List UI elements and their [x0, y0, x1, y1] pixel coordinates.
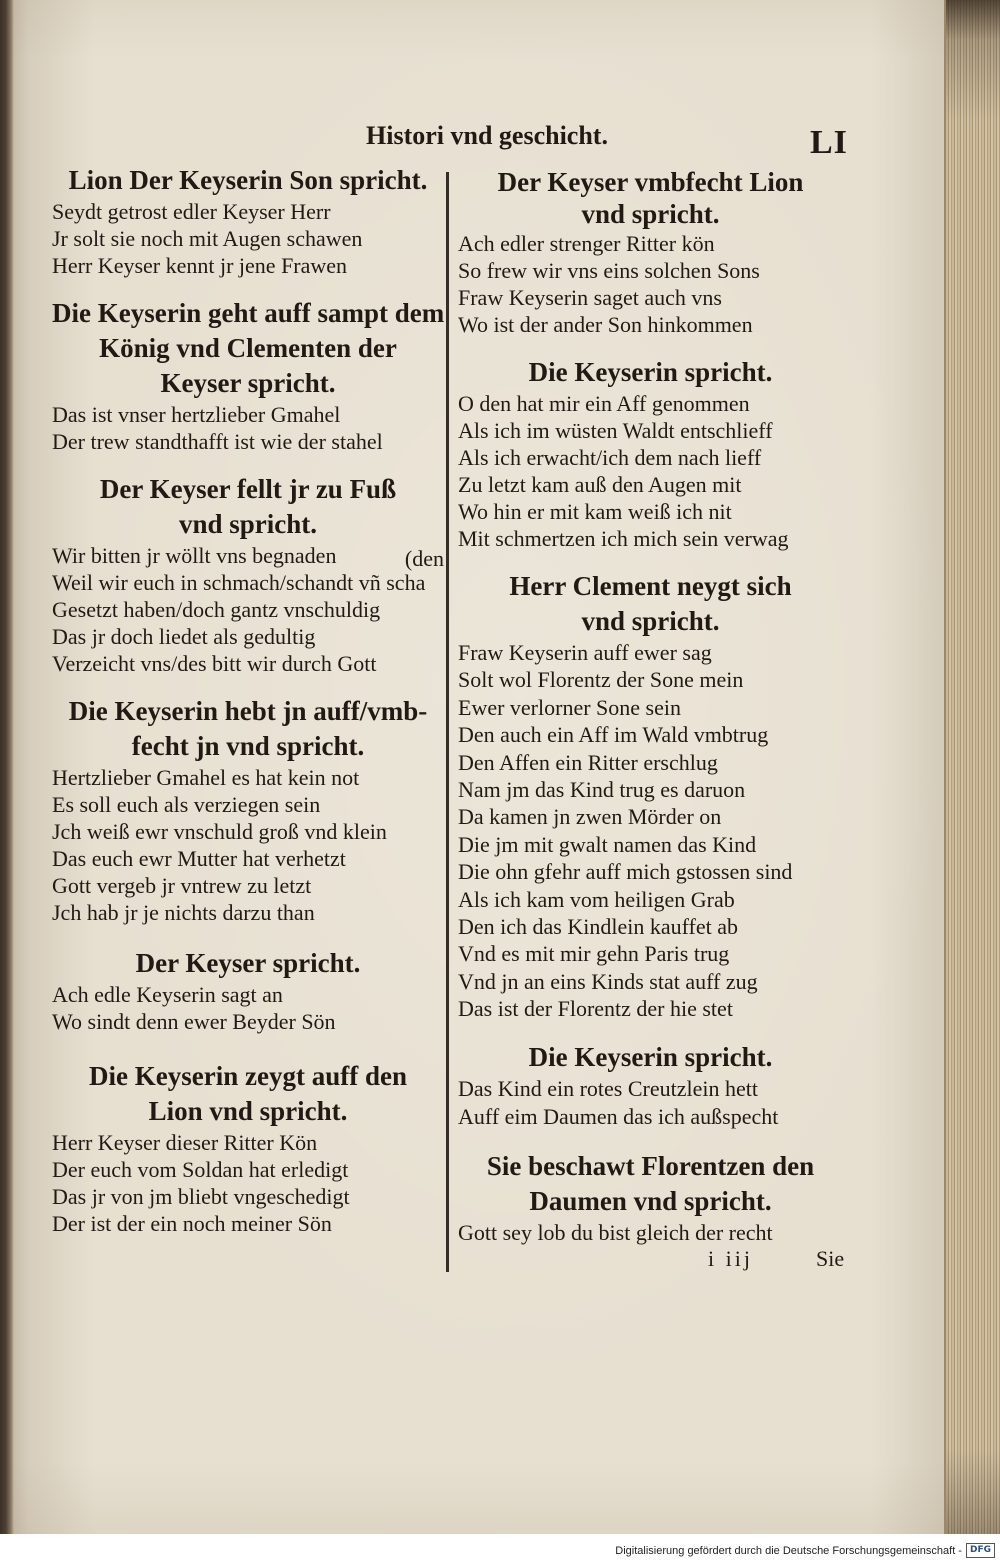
- verse-text: Wo sindt denn ewer Beyder Sön: [52, 1009, 336, 1034]
- verse-line: [458, 858, 843, 885]
- verse-text: Vnd es mit mir gehn Paris trug: [458, 941, 730, 967]
- speaker-heading: Der Keyser fellt jr zu Fuß: [99, 474, 397, 504]
- speech-block: [458, 166, 843, 338]
- speaker-heading: vnd spricht.: [581, 199, 720, 229]
- verse-line: [458, 525, 843, 552]
- verse-text: Als ich erwacht/ich dem nach lieff: [458, 445, 762, 470]
- dfg-logo: DFG: [966, 1543, 995, 1558]
- verse-line: [52, 764, 444, 791]
- verse-text: Da kamen jn zwen Mörder on: [458, 804, 722, 830]
- column-rule: [446, 172, 449, 1272]
- verse-line: [52, 650, 444, 677]
- verse-line: [458, 639, 843, 666]
- verse-line: [458, 968, 843, 995]
- verse-line: [458, 311, 843, 338]
- verse-line: [52, 225, 444, 252]
- verse-text: Das euch ewr Mutter hat verhetzt: [52, 846, 346, 871]
- verse-text: Seydt getrost edler Keyser Herr: [52, 199, 331, 224]
- verse-line: [52, 623, 444, 650]
- speaker-heading: Sie beschawt Florentzen den: [486, 1150, 815, 1181]
- signature-mark: i iij: [708, 1246, 753, 1271]
- verse-text: Das jr von jm bliebt vngeschedigt: [52, 1184, 350, 1209]
- verse-line: [52, 542, 444, 569]
- verse-text: Fraw Keyserin auff ewer sag: [458, 640, 712, 665]
- verse-line: [458, 257, 843, 284]
- verse-text: Wo ist der ander Son hinkommen: [458, 312, 753, 337]
- verse-text: Vnd jn an eins Kinds stat auff zug: [458, 968, 758, 994]
- verse-text: Den Affen ein Ritter erschlug: [458, 749, 718, 775]
- speaker-heading: vnd spricht.: [581, 606, 720, 636]
- speaker-heading: Lion Der Keyserin Son spricht.: [68, 165, 428, 195]
- verse-line: [458, 694, 843, 721]
- verse-line: [52, 1210, 444, 1237]
- speech-block: [52, 694, 444, 926]
- verse-text: Gott sey lob du bist gleich der recht: [458, 1219, 773, 1245]
- verse-line: [52, 569, 444, 596]
- verse-text: Die jm mit gwalt namen das Kind: [458, 831, 757, 857]
- folio-number: LI: [810, 124, 848, 161]
- verse-line: [52, 428, 444, 455]
- speech-block: [52, 163, 444, 279]
- verse-text: Zu letzt kam auß den Augen mit: [458, 472, 742, 497]
- verse-line: [52, 252, 444, 279]
- verse-text: Herr Keyser kennt jr jene Frawen: [52, 253, 348, 278]
- speaker-heading: Die Keyserin spricht.: [528, 1041, 773, 1072]
- page-edges: [944, 0, 1000, 1534]
- verse-line: [458, 913, 843, 940]
- verse-text: Ach edle Keyserin sagt an: [52, 982, 283, 1007]
- verse-line: [458, 471, 843, 498]
- speaker-heading: vnd spricht.: [178, 509, 318, 539]
- verse-line: [458, 803, 843, 830]
- verse-text: Gott vergeb jr vntrew zu letzt: [52, 873, 312, 898]
- verse-line: [458, 776, 843, 803]
- verse-text: Das ist vnser hertzlieber Gmahel: [52, 402, 341, 427]
- turnover-word: (den: [404, 546, 444, 571]
- verse-line: [458, 498, 843, 525]
- verse-text: Fraw Keyserin saget auch vns: [458, 285, 722, 310]
- verse-line: [458, 995, 843, 1022]
- verse-text: Das jr doch liedet als gedultig: [52, 624, 316, 649]
- verse-text: Jch hab jr je nichts darzu than: [52, 900, 315, 925]
- left-column: [52, 163, 444, 1237]
- speech-block: [52, 472, 444, 677]
- verse-text: Den ich das Kindlein kauffet ab: [458, 914, 739, 940]
- speech-block: [458, 1149, 843, 1246]
- speaker-heading: fecht jn vnd spricht.: [131, 731, 365, 761]
- verse-text: Jr solt sie noch mit Augen schawen: [52, 226, 363, 251]
- verse-line: [458, 1075, 843, 1103]
- verse-line: [52, 198, 444, 225]
- verse-text: Auff eim Daumen das ich außspecht: [458, 1103, 779, 1129]
- verse-line: [52, 1156, 444, 1183]
- speech-block: [458, 1040, 843, 1131]
- verse-text: Hertzlieber Gmahel es hat kein not: [52, 765, 360, 790]
- speech-block: [458, 569, 843, 1023]
- verse-line: [52, 872, 444, 899]
- speaker-heading: Keyser spricht.: [160, 368, 336, 398]
- verse-text: O den hat mir ein Aff genommen: [458, 391, 750, 416]
- verse-text: Das Kind ein rotes Creutzlein hett: [458, 1075, 758, 1101]
- verse-text: Verzeicht vns/des bitt wir durch Gott: [52, 651, 377, 676]
- right-column: [458, 166, 843, 1246]
- speaker-heading: Der Keyser spricht.: [135, 948, 361, 978]
- verse-line: [52, 818, 444, 845]
- verse-text: Wo hin er mit kam weiß ich nit: [458, 499, 732, 524]
- verse-text: Ewer verlorner Sone sein: [458, 694, 681, 720]
- verse-line: [52, 596, 444, 623]
- verse-line: [52, 791, 444, 818]
- verse-line: [458, 1219, 843, 1246]
- verse-text: Als ich im wüsten Waldt entschlieff: [458, 418, 773, 443]
- verse-line: [458, 284, 843, 311]
- speaker-heading: Lion vnd spricht.: [148, 1096, 348, 1126]
- verse-line: [458, 940, 843, 967]
- verse-text: Solt wol Florentz der Sone mein: [458, 667, 744, 693]
- verse-text: Weil wir euch in schmach/schandt vñ scha: [52, 570, 426, 595]
- speech-block: [52, 1059, 444, 1237]
- catchword: Sie: [816, 1246, 845, 1271]
- speaker-heading: Daumen vnd spricht.: [529, 1185, 772, 1216]
- verse-line: [458, 444, 843, 471]
- verse-line: [52, 981, 444, 1008]
- verse-text: Jch weiß ewr vnschuld groß vnd klein: [52, 819, 387, 844]
- speaker-heading: Die Keyserin spricht.: [528, 357, 773, 387]
- verse-line: [458, 230, 843, 257]
- verse-line: [458, 666, 843, 693]
- verse-line: [458, 417, 843, 444]
- running-head: Histori vnd geschicht.: [366, 121, 608, 150]
- speaker-heading: Die Keyserin geht auff sampt dem: [52, 298, 445, 328]
- verse-line: [52, 401, 444, 428]
- speech-block: [52, 946, 444, 1035]
- verse-line: [458, 749, 843, 776]
- verse-text: Gesetzt haben/doch gantz vnschuldig: [52, 597, 381, 622]
- verse-line: [52, 845, 444, 872]
- verse-text: Der trew standthafft ist wie der stahel: [52, 429, 383, 454]
- verse-line: [458, 886, 843, 913]
- verse-line: [52, 1129, 444, 1156]
- speech-block: [52, 296, 444, 455]
- book-spine: [0, 0, 14, 1534]
- verse-text: Mit schmertzen ich mich sein verwag: [458, 526, 789, 551]
- verse-line: [458, 831, 843, 858]
- verse-text: Nam jm das Kind trug es daruon: [458, 777, 746, 803]
- verse-text: Das ist der Florentz der hie stet: [458, 996, 733, 1022]
- digitization-credit-bar: [0, 1534, 1000, 1567]
- speaker-heading: Die Keyserin hebt jn auff/vmb-: [68, 696, 428, 726]
- verse-text: Als ich kam vom heiligen Grab: [458, 886, 735, 912]
- verse-text: Herr Keyser dieser Ritter Kön: [52, 1130, 318, 1155]
- verse-text: Den auch ein Aff im Wald vmbtrug: [458, 722, 769, 748]
- verse-text: Wir bitten jr wöllt vns begnaden: [52, 543, 337, 568]
- verse-text: Die ohn gfehr auff mich gstossen sind: [458, 859, 793, 885]
- verse-text: Ach edler strenger Ritter kön: [458, 231, 715, 256]
- verse-line: [52, 1008, 444, 1035]
- verse-line: [458, 390, 843, 417]
- verse-line: [458, 1103, 843, 1131]
- verse-text: Der euch vom Soldan hat erledigt: [52, 1157, 349, 1182]
- verse-text: Der ist der ein noch meiner Sön: [52, 1211, 332, 1236]
- verse-text: So frew wir vns eins solchen Sons: [458, 258, 760, 283]
- digitization-credit: Digitalisierung gefördert durch die Deutsche Forschungsgemeinschaft -: [615, 1544, 962, 1557]
- speaker-heading: Die Keyserin zeygt auff den: [89, 1061, 407, 1091]
- speech-block: [458, 355, 843, 552]
- speaker-heading: Der Keyser vmbfecht Lion: [497, 167, 804, 197]
- speaker-heading: Herr Clement neygt sich: [509, 571, 792, 601]
- verse-line: [52, 899, 444, 926]
- speaker-heading: König vnd Clementen der: [99, 333, 397, 363]
- verse-line: [458, 721, 843, 748]
- verse-text: Es soll euch als verziegen sein: [52, 792, 321, 817]
- verse-line: [52, 1183, 444, 1210]
